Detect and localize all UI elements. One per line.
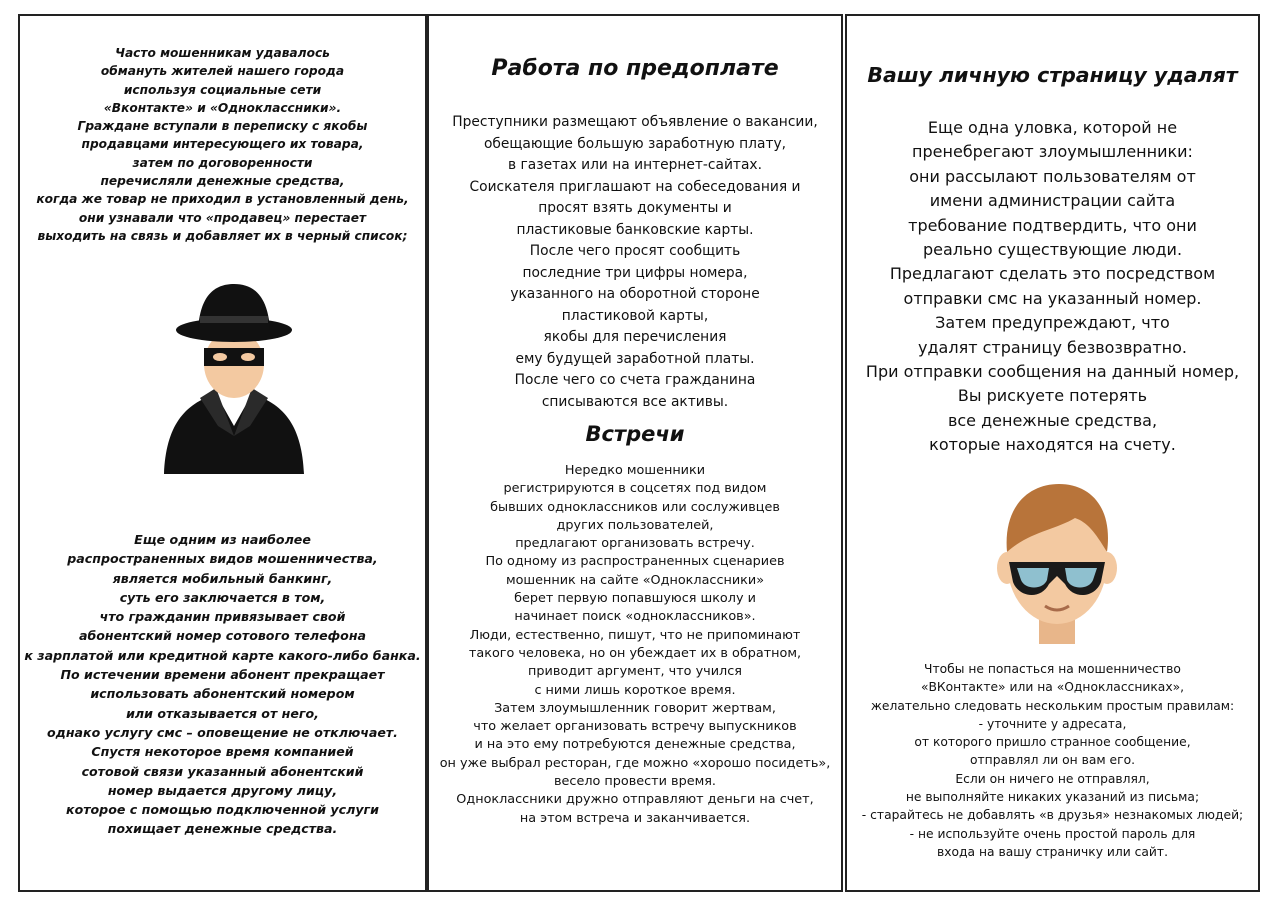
prepay-title: Работа по предоплате (491, 56, 779, 81)
panel-left (18, 14, 427, 892)
meetings-text: Нередко мошенники регистрируются в соцсетях под видом бывших одноклассников или сослуживцев других пользователей, предлагают организовать встречу. По одному из распространенных сценариев мошенник на сайте «Одноклассники» берет первую попавшуюся школу и начинает поиск «одноклассников». Люди, естественно, пишут, что не припоминают такого человека, но он убеждает их в обратном, приводит аргумент, что учился с ними лишь короткое время. Затем злоумышленник говорит жертвам, что желает организовать встречу выпускников и на это ему потребуются денежные средства, он уже выбрал ресторан, где можно «хорошо посидеть», весело провести время. Одноклассники дружно отправляют деньги на счет, на этом встреча и заканчивается. (439, 463, 831, 826)
spy-icon (154, 276, 314, 476)
panel-right (845, 14, 1260, 892)
safety-rules-text: Чтобы не попасться на мошенничество «ВКонтакте» или на «Одноклассниках», желательно следовать нескольким простым правилам: - уточните у адресата, от которого пришло странное сообщение, отправлял ли он вам его. Если он ничего не отправлял, не выполняйте никаких указаний из письма; - старайтесь не добавлять «в друзья» незнакомых людей; - не используйте очень простой пароль для входа на вашу страничку или сайт. (861, 662, 1244, 859)
meetings-title: Встречи (585, 422, 685, 446)
delete-page-text: Еще одна уловка, которой не пренебрегают злоумышленники: они рассылают пользователям от имени администрации сайта требование подтвердить, что они реально существующие люди. Предлагают сделать это посредством отправки смс на указанный номер. Затем предупреждают, что удалят страницу безвозвратно. При отправки сообщения на данный номер, Вы рискуете потерять все денежные средства, которые находятся на счету. (865, 118, 1240, 455)
left-banking-text: Еще одним из наиболее распространенных видов мошенничества, является мобильный банкинг, суть его заключается в том, что гражданин привязывает свой абонентский номер сотового телефона к зарплатой или кредитной карте какого-либо банка. По истечении времени абонент прекращает использовать абонентский номером или отказывается от него, однако услугу смс – оповещение не отключает. Спустя некоторое время компанией сотовой связи указанный абонентский номер выдается другому лицу, которое с помощью подключенной услуги похищает денежные средства. (24, 532, 421, 837)
panel-middle (427, 14, 843, 892)
delete-page-title: Вашу личную страницу удалят (867, 63, 1238, 87)
prepay-text: Преступники размещают объявление о вакансии, обещающие большую заработную плату, в газетах или на интернет-сайтах. Соискателя приглашают на собеседования и просят взять документы и пластиковые банковские карты. После чего просят сообщить последние три цифры номера, указанного на оборотной стороне пластиковой карты, якобы для перечисления ему будущей заработной платы. После чего со счета гражданина списываются все активы. (452, 114, 818, 410)
masked-face-icon (995, 476, 1119, 646)
left-intro-text: Часто мошенникам удавалось обмануть жителей нашего города используя социальные сети «Вконтакте» и «Одноклассники». Граждане вступали в переписку с якобы продавцами интересующего их товара, затем по договоренности перечисляли денежные средства, когда же товар не приходил в установленный день, они узнавали что «продавец» перестает выходить на связь и добавляет их в черный список; (36, 46, 409, 243)
